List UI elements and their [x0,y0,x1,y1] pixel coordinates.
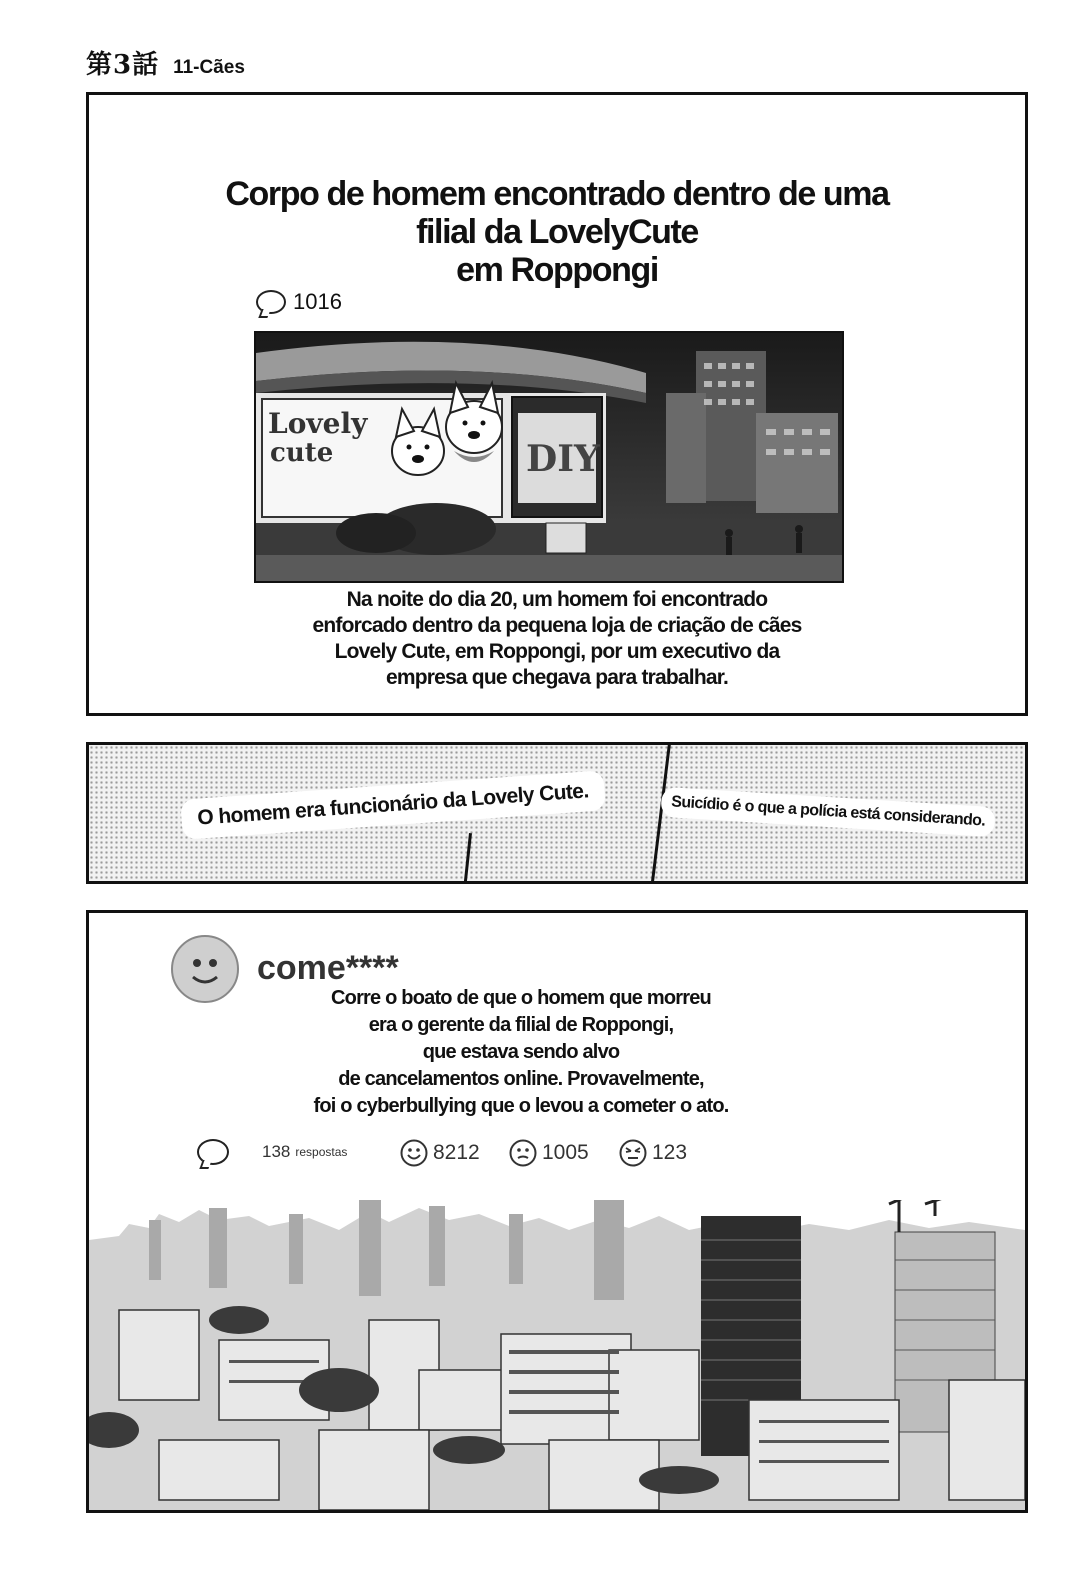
comment-count: 1016 [293,289,342,314]
article-headline [89,175,1025,289]
post-text-line: Corre o boato de que o homem que morreu [331,987,711,1009]
article-body-line: Lovely Cute, em Roppongi, por um executivo da [334,640,780,663]
post-text-line: era o gerente da filial de Roppongi, [368,1014,674,1036]
article-body [89,587,1025,691]
post-text-line: de cancelamentos online. Provavelmente, [338,1068,704,1090]
angry-face-icon [619,1139,647,1167]
post-text-line: que estava sendo alvo [422,1041,620,1063]
happy-count: 8212 [433,1141,480,1164]
sign-cute: cute [270,438,334,468]
post-text-line: foi o cyberbullying que o levou a cometer o ato. [313,1095,729,1117]
social-post-panel [86,910,1028,1513]
article-body-line: enforcado dentro da pequena loja de criação de cães [312,614,802,637]
chapter-title: 11-Cães [173,57,245,78]
neutral-count: 1005 [542,1141,589,1164]
headline-line: em Roppongi [456,251,658,289]
headline-line: Corpo de homem encontrado dentro de uma [225,175,889,213]
post-stats [197,1139,717,1171]
neutral-face-icon [509,1139,537,1167]
post-text [259,985,783,1120]
reply-button[interactable] [197,1139,347,1165]
storefront-illustration [256,333,842,581]
caption-employee: O homem era funcionário da Lovely Cute. [180,770,606,839]
chapter-number: 第3話 [86,50,160,80]
caption-police: Suicídio é o que a polícia está considerando. [660,787,996,837]
chapter-header [86,44,245,81]
city-skyline-illustration [89,1200,1025,1510]
comment-bubble-icon [256,290,286,314]
reply-count: 138 [262,1142,291,1161]
article-photo [254,331,844,583]
user-avatar[interactable] [171,935,239,1003]
reaction-angry[interactable] [619,1139,687,1167]
reaction-happy[interactable] [400,1139,480,1167]
article-body-line: empresa que chegava para trabalhar. [385,666,728,689]
angry-count: 123 [652,1141,688,1164]
article-body-line: Na noite do dia 20, um homem foi encontrado [346,588,768,611]
news-article-panel [86,92,1028,716]
username[interactable]: come**** [257,949,399,987]
happy-face-icon [400,1139,428,1167]
caption-panel [86,742,1028,884]
reply-bubble-icon [197,1139,229,1165]
sign-diy: DIY [526,438,600,480]
smiley-avatar-icon [173,937,237,1001]
reaction-neutral[interactable] [509,1139,589,1167]
headline-line: filial da LovelyCute [416,213,698,251]
reply-label: respostas [295,1145,348,1159]
article-comment-count[interactable] [256,289,342,315]
sign-lovely: Lovely [268,407,368,440]
